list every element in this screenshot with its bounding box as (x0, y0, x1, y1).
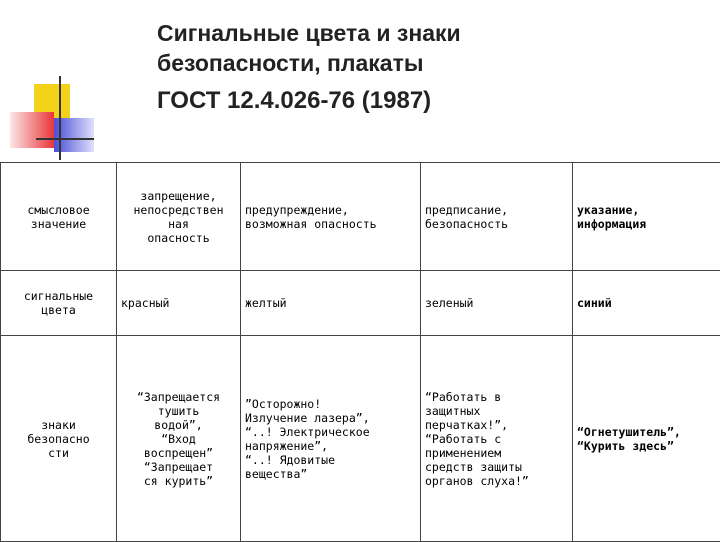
cell-color-blue: синий (573, 271, 720, 336)
cell-signs-indication: “Огнетушитель”, “Курить здесь” (573, 336, 720, 542)
table-row-meaning (1, 163, 720, 271)
title-line-1: Сигнальные цвета и знаки (157, 18, 697, 48)
slide-title (157, 18, 697, 116)
title-line-2: безопасности, плакаты (157, 48, 697, 78)
cell-warning: предупреждение, возможная опасность (241, 163, 421, 271)
cell-color-red: красный (117, 271, 241, 336)
table-row-signs (1, 336, 720, 542)
title-line-3: ГОСТ 12.4.026-76 (1987) (157, 86, 697, 116)
cell-signs-warning: ”Осторожно! Излучение лазера”, “..! Электрическое напряжение”, “..! Ядовитые вещества” (241, 336, 421, 542)
safety-signs-table (0, 162, 720, 542)
cell-prohibition: запрещение, непосредствен ная опасность (117, 163, 241, 271)
table-row-colors (1, 271, 720, 336)
decor-red-square (10, 112, 54, 148)
decor-horizontal-line (36, 138, 94, 140)
decor-vertical-line (59, 76, 61, 160)
row-header-colors: сигнальные цвета (1, 271, 117, 336)
cell-color-yellow: желтый (241, 271, 421, 336)
row-header-meaning: смысловое значение (1, 163, 117, 271)
cell-indication: указание, информация (573, 163, 720, 271)
cell-signs-prohibition: “Запрещается тушить водой”, “Вход воспрещен” “Запрещает ся курить” (117, 336, 241, 542)
cell-color-green: зеленый (421, 271, 573, 336)
row-header-signs: знаки безопасно сти (1, 336, 117, 542)
cell-signs-prescription: “Работать в защитных перчатках!”, “Работать с применением средств защиты органов слуха!” (421, 336, 573, 542)
cell-prescription: предписание, безопасность (421, 163, 573, 271)
